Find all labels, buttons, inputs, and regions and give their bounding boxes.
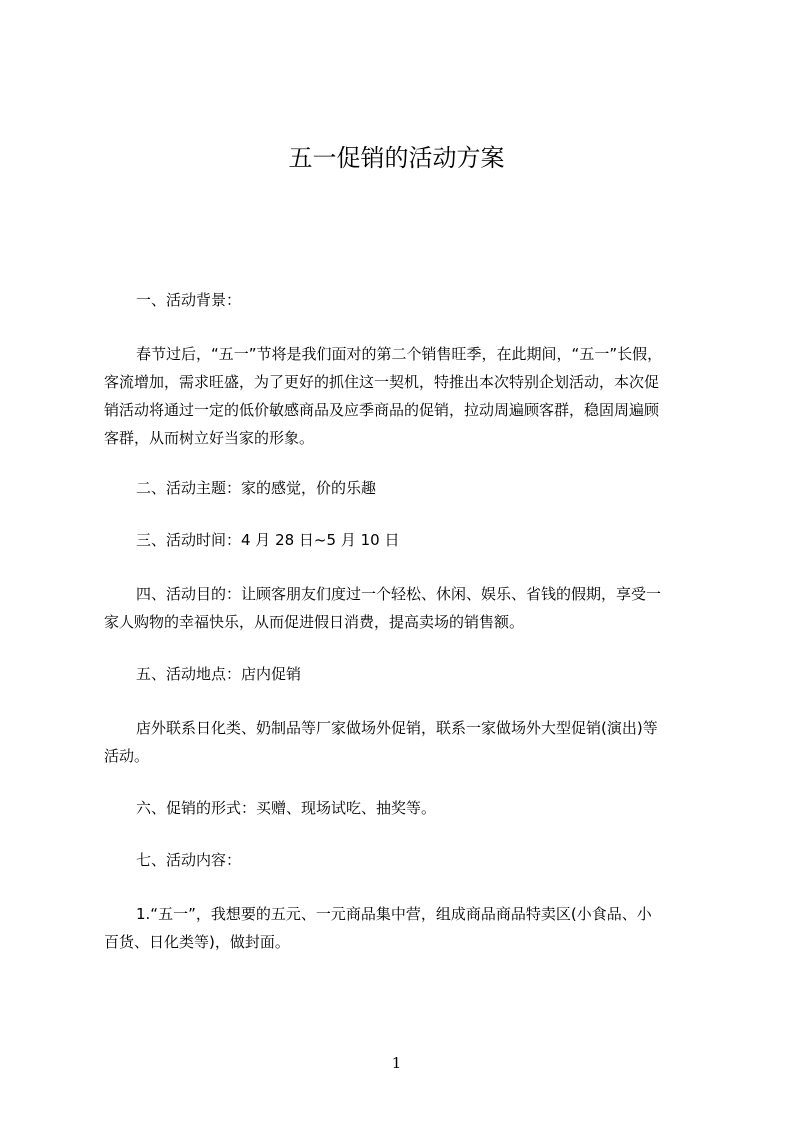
time-line: 三、活动时间：4 月 28 日~5 月 10 日 — [136, 531, 400, 549]
document-title: 五一促销的活动方案 — [288, 144, 505, 172]
section-location — [104, 660, 704, 688]
paragraph-line: 家人购物的幸福快乐，从而促进假日消费，提高卖场的销售额。 — [104, 613, 525, 631]
section-background-paragraph — [104, 340, 704, 452]
paragraph-line: 四、活动目的：让顾客朋友们度过一个轻松、休闲、娱乐、省钱的假期，享受一 — [136, 585, 662, 603]
section-theme — [104, 474, 704, 502]
paragraph-line: 店外联系日化类、奶制品等厂家做场外促销，联系一家做场外大型促销(演出)等 — [136, 719, 658, 737]
section-content-item — [104, 900, 704, 956]
theme-line: 二、活动主题：家的感觉，价的乐趣 — [136, 479, 377, 497]
paragraph-line: 客群，从而树立好当家的形象。 — [104, 429, 315, 447]
paragraph-line: 活动。 — [104, 747, 150, 765]
paragraph-line: 销活动将通过一定的低价敏感商品及应季商品的促销，拉动周遍顾客群，稳固周遍顾 — [104, 401, 660, 419]
section-goal — [104, 580, 704, 636]
section-content-heading — [104, 846, 704, 874]
background-heading: 一、活动背景： — [136, 291, 242, 309]
section-forms — [104, 794, 704, 822]
list-item-line: 1.“五一”，我想要的五元、一元商品集中营，组成商品商品特卖区(小食品、小 — [136, 905, 652, 923]
paragraph-line: 客流增加，需求旺盛，为了更好的抓住这一契机，特推出本次特别企划活动，本次促 — [104, 373, 660, 391]
content-heading: 七、活动内容： — [136, 851, 242, 869]
forms-line: 六、促销的形式：买赠、现场试吃、抽奖等。 — [136, 799, 437, 817]
paragraph-line: 春节过后，“五一”节将是我们面对的第二个销售旺季，在此期间，“五一”长假， — [136, 345, 663, 363]
section-background-heading — [104, 286, 704, 314]
location-line: 五、活动地点：店内促销 — [136, 665, 302, 683]
list-item-line: 百货、日化类等)，做封面。 — [104, 933, 290, 951]
section-outside-promotion — [104, 714, 704, 770]
section-time — [104, 526, 704, 554]
page-number: 1 — [391, 1054, 402, 1072]
